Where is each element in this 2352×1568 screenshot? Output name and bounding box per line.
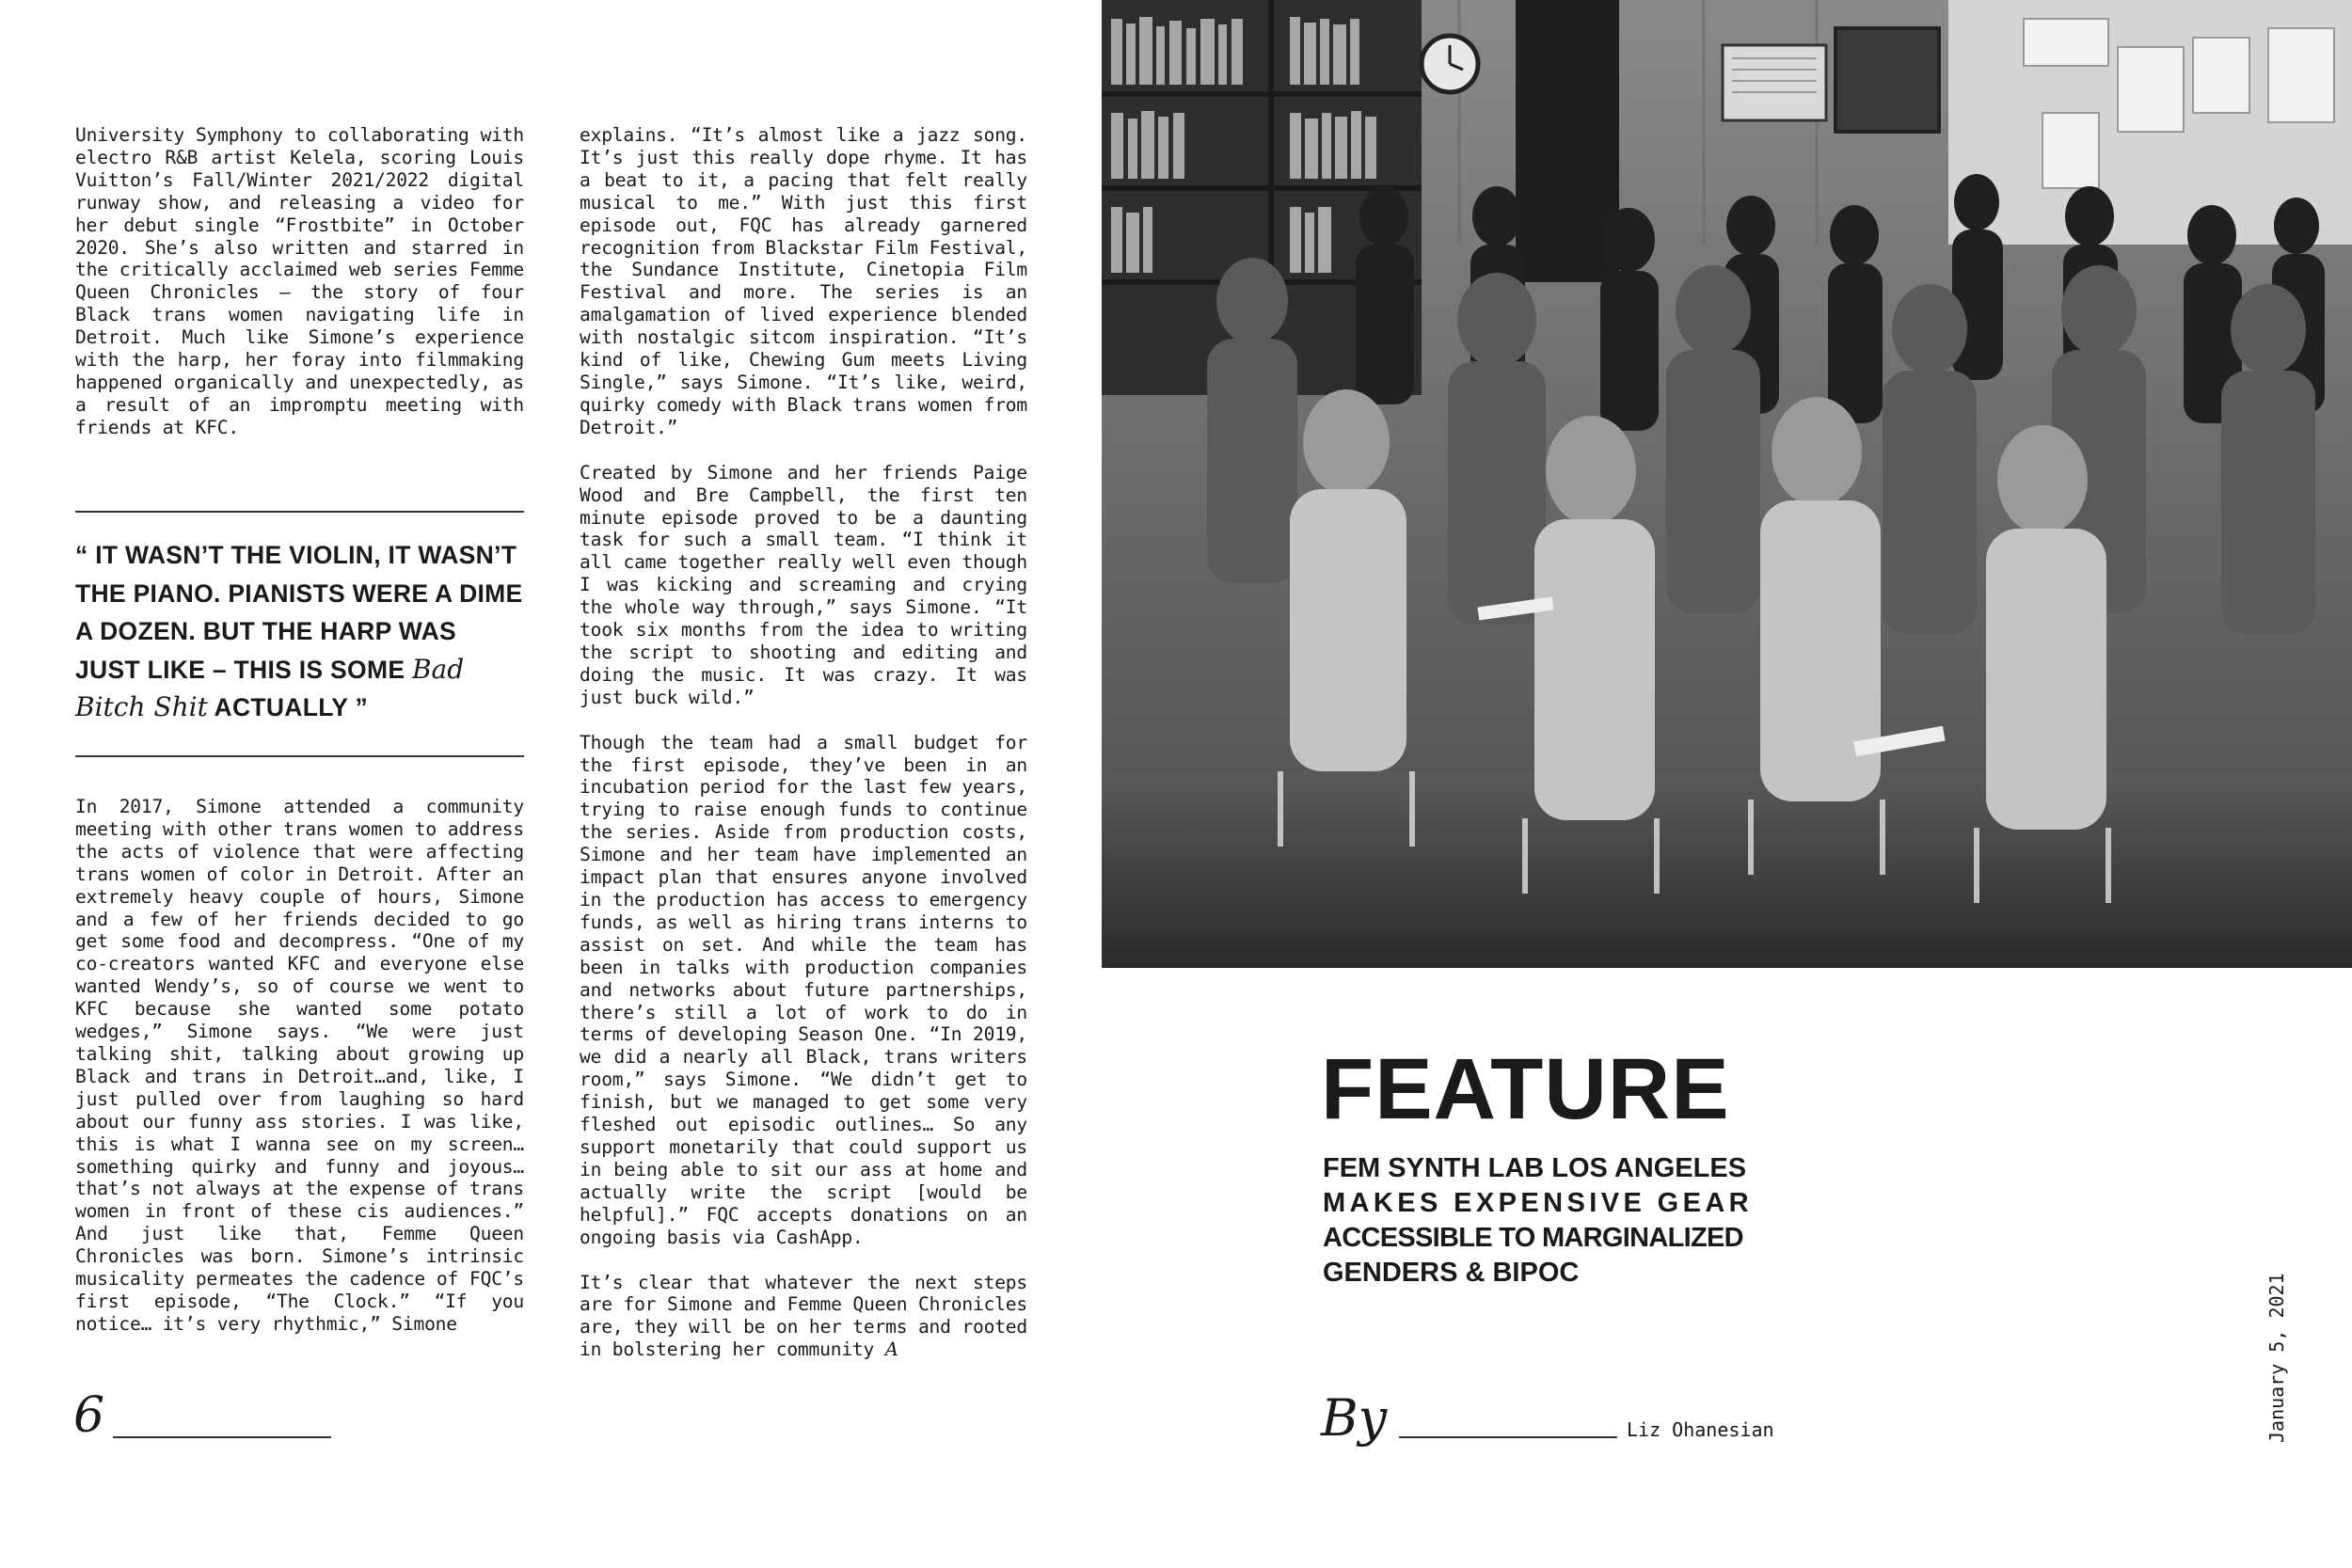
page-number: 6 bbox=[73, 1387, 105, 1444]
feature-headline bbox=[1323, 1151, 1774, 1291]
headline-line: ACCESSIBLE TO MARGINALIZED bbox=[1323, 1223, 1743, 1253]
headline-line: GENDERS & BIPOC bbox=[1323, 1258, 1580, 1288]
pull-quote-text: “ IT WASN’T THE VIOLIN, IT WASN’T THE PIANO. PIANISTS WERE A DIME A DOZEN. BUT THE HARP WAS JUST LIKE – THIS IS SOME bbox=[75, 541, 523, 684]
body-paragraph: Created by Simone and her friends Paige Wood and Bre Campbell, the first ten minute episode proved to be a daunting task for such a small team. “I think it all came together really well even though I was kicking and screaming and crying the whole way through,” says Simone. “It took six months from the idea to writing the script to shooting and editing and doing the music. It was crazy. It was just buck wild.” bbox=[580, 461, 1027, 708]
body-paragraph: explains. “It’s almost like a jazz song. It’s just this really dope rhyme. It has a beat to it, a pacing that felt really musical to me.” With just this first episode out, FQC has already garnered recognition from Blackstar Film Festival, the Sundance Institute, Cinetopia Film Festival and more. The series is an amalgamation of lived experience blended with nostalgic sitcom inspiration. “It’s kind of like, Chewing Gum meets Living Single,” says Simone. “It’s like, weird, quirky comedy with Black trans women from Detroit.” bbox=[580, 124, 1027, 438]
headline-line: MAKES EXPENSIVE GEAR bbox=[1323, 1188, 1754, 1218]
body-text: It’s clear that whatever the next steps are for Simone and Femme Queen Chronicles are, they will be on her terms and rooted in bolstering her community bbox=[580, 1271, 1027, 1361]
divider bbox=[75, 511, 524, 513]
body-paragraph: University Symphony to collaborating with electro R&B artist Kelela, scoring Louis Vuitton’s Fall/Winter 2021/2022 digital runway show, and releasing a video for her debut single “Frostbite” in October 2020. She’s also written and starred in the critically acclaimed web series Femme Queen Chronicles – the story of four Black trans women navigating life in Detroit. Much like Simone’s experience with the harp, her foray into filmmaking happened organically and unexpectedly, as a result of an impromptu meeting with friends at KFC. bbox=[75, 124, 524, 438]
section-label: FEATURE bbox=[1321, 1041, 1730, 1137]
body-paragraph: Though the team had a small budget for the first episode, they’ve been in an incubation period for the last few years, trying to raise enough funds to continue the series. Aside from production costs, Simone and her team have implemented an impact plan that ensures anyone involved in the production has access to emergency funds, as well as hiring trans interns to assist on set. And while the team has been in talks with production companies and networks about future partnerships, there’s still a lot of work to do in terms of developing Season One. “In 2019, we did a nearly all Black, trans writers room,” says Simone. “We didn’t get to finish, but we managed to get some very fleshed out episodic outlines… So any support monetarily that could support us in being able to sit our ass at home and actually write the script [would be helpful].” FQC accepts donations on an ongoing basis via CashApp. bbox=[580, 731, 1027, 1248]
end-mark-icon: A bbox=[884, 1338, 898, 1361]
author-name: Liz Ohanesian bbox=[1627, 1418, 1774, 1441]
photo-illustration bbox=[1102, 0, 2352, 968]
pull-quote bbox=[75, 536, 527, 727]
left-column-top bbox=[75, 124, 524, 462]
middle-column bbox=[580, 124, 1027, 1384]
byline-prefix: By bbox=[1321, 1388, 1388, 1448]
byline-rule bbox=[1399, 1436, 1617, 1438]
pull-quote-text-end: ACTUALLY ” bbox=[207, 693, 368, 721]
workshop-audience-photo bbox=[1102, 0, 2352, 968]
page-number-rule bbox=[113, 1436, 331, 1438]
body-paragraph-final bbox=[580, 1272, 1027, 1362]
body-paragraph: In 2017, Simone attended a community meeting with other trans women to address the acts of violence that were affecting trans women of color in Detroit. After an extremely heavy couple of hours, Simone and a few of her friends decided to go get some food and decompress. “One of my co-creators wanted KFC and everyone else wanted Wendy’s, so of course we went to KFC because she wanted some potato wedges,” Simone says. “We were just talking shit, talking about growing up Black and trans in Detroit…and, like, I just pulled over from laughing so hard about our funny ass stories. I was like, this is what I wanna see on my screen… something quirky and funny and joyous… that’s not always at the expense of trans women in front of these cis audiences.” And just like that, Femme Queen Chronicles was born. Simone’s intrinsic musicality permeates the cadence of FQC’s first episode, “The Clock.” “If you notice… it’s very rhythmic,” Simone bbox=[75, 796, 524, 1335]
left-column-bottom bbox=[75, 796, 524, 1358]
headline-line: FEM SYNTH LAB LOS ANGELES bbox=[1323, 1153, 1747, 1183]
divider bbox=[75, 755, 524, 757]
issue-date: January 5, 2021 bbox=[2265, 1273, 2288, 1443]
pull-quote-script-text: Bad Bitch Shit bbox=[75, 653, 465, 722]
